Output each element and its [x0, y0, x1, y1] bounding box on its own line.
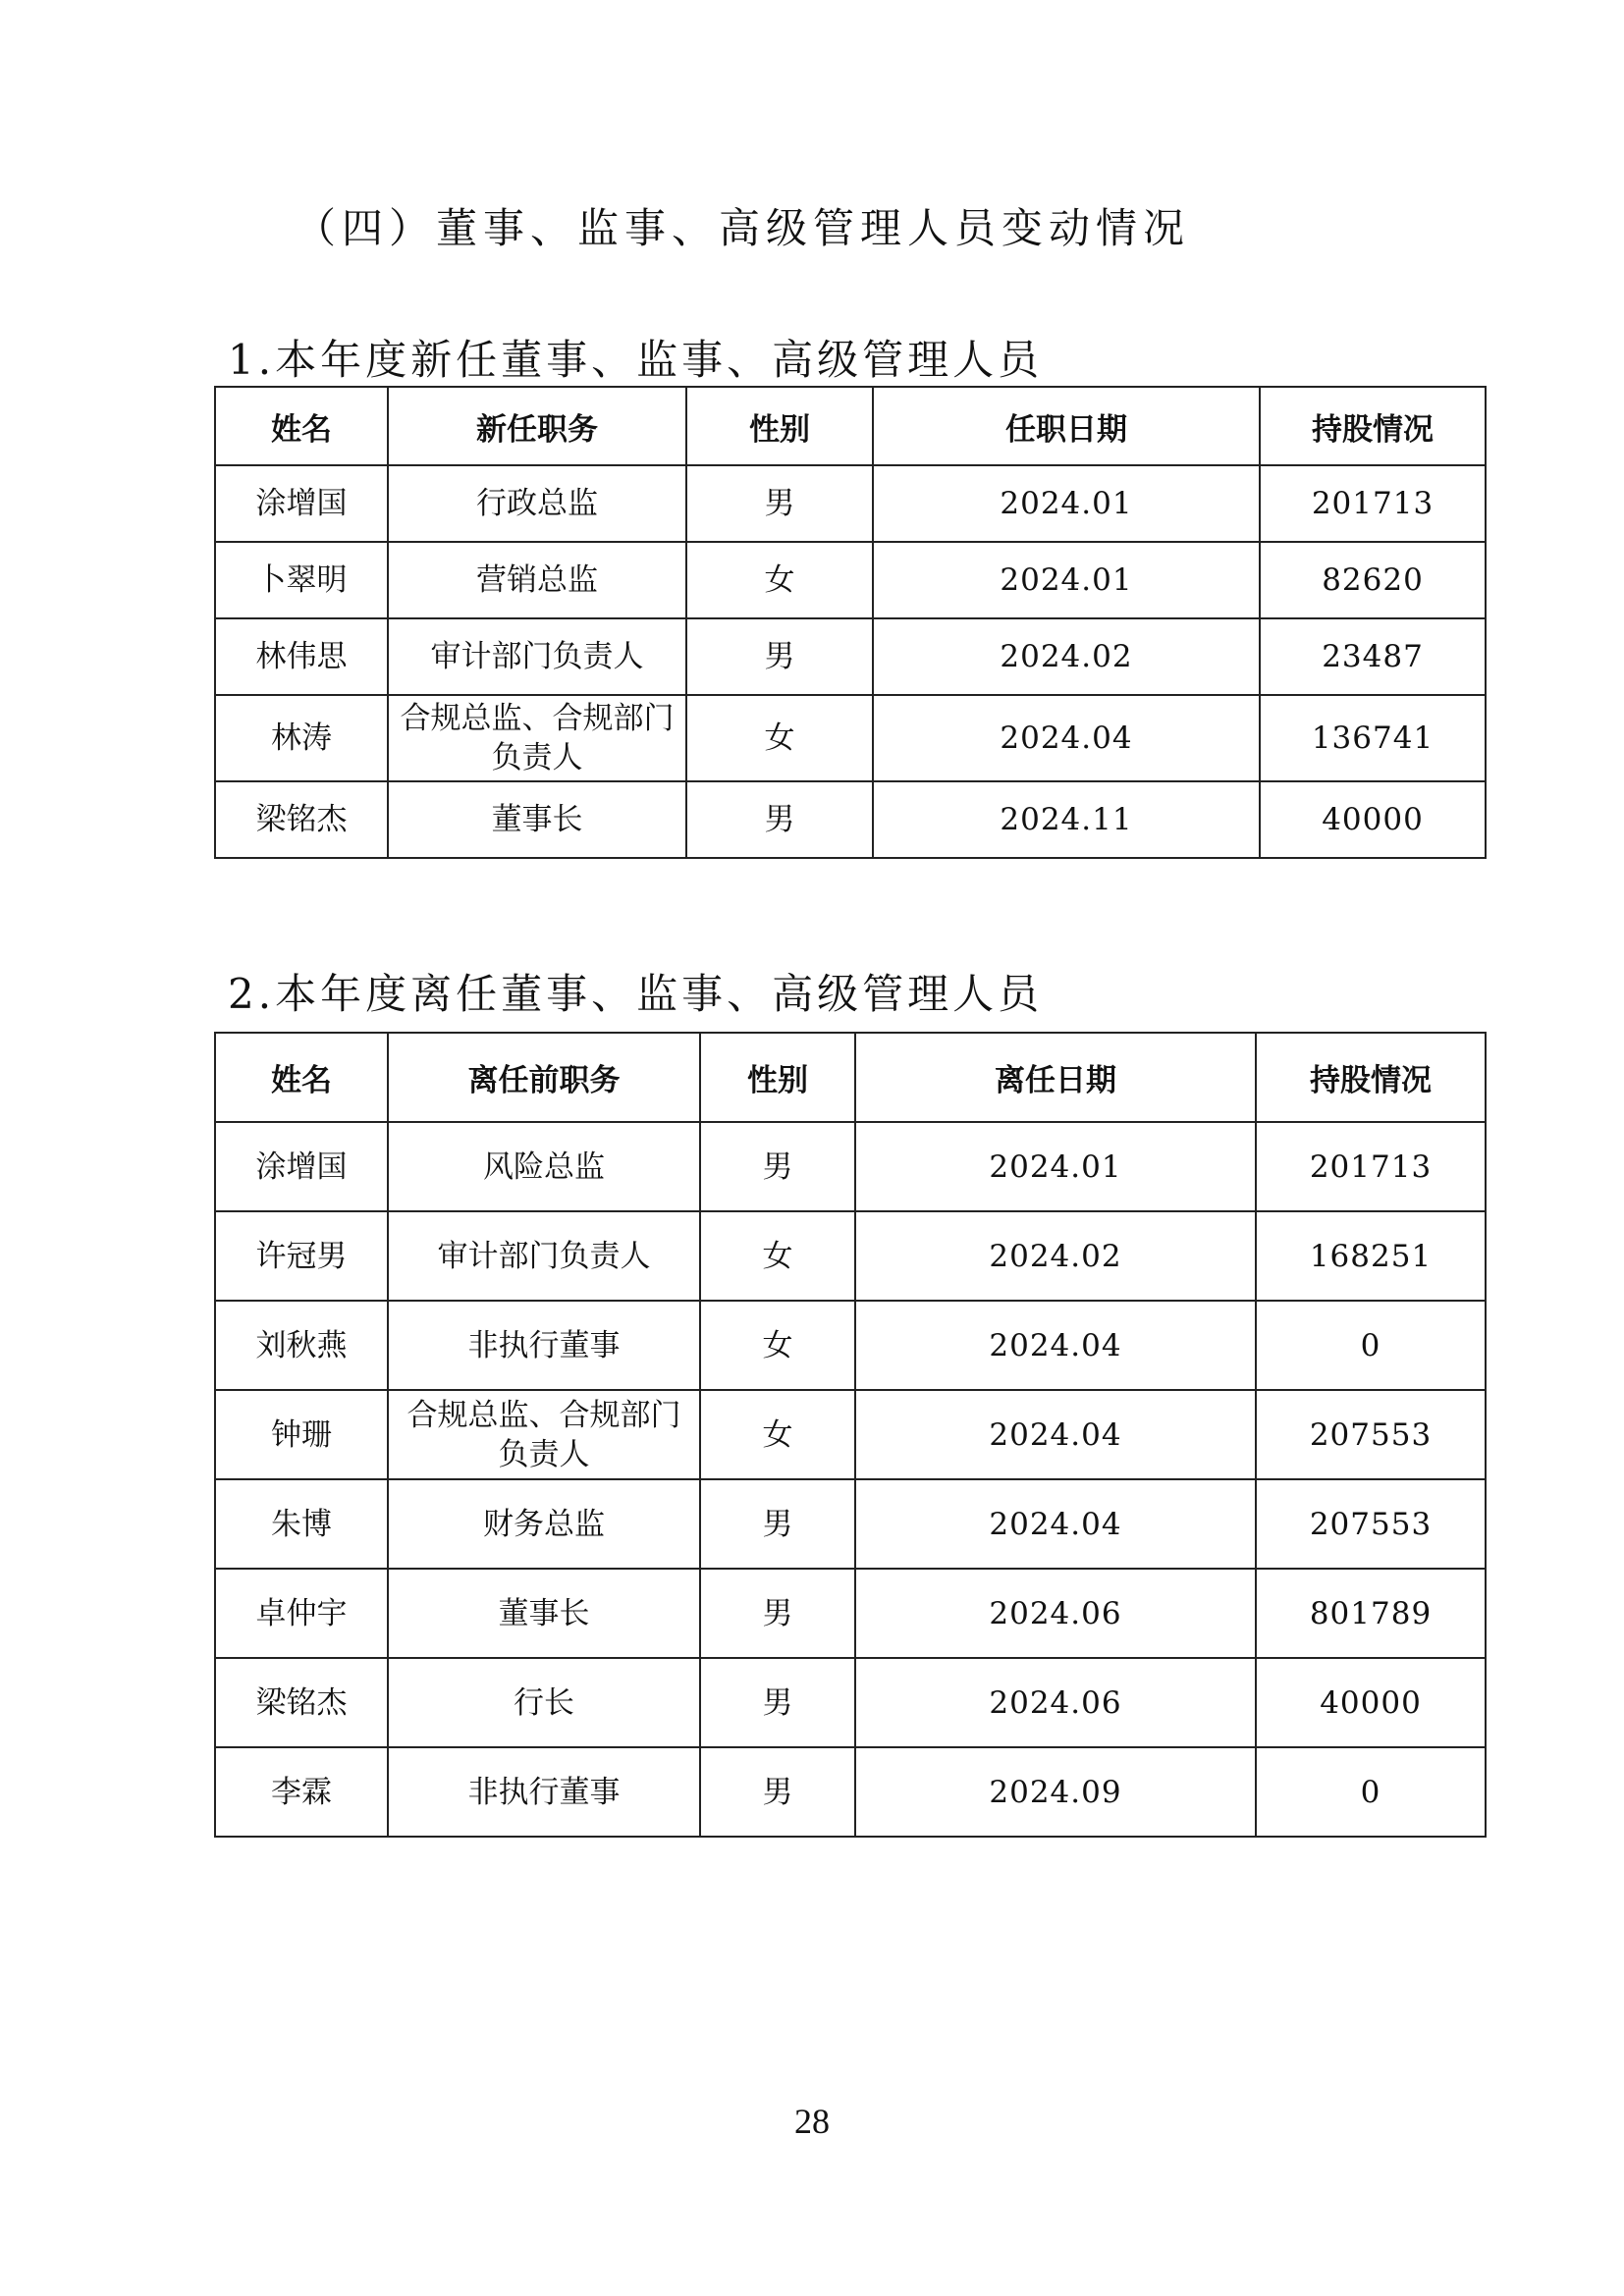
cell-gender: 男 — [686, 618, 873, 695]
cell-name: 涂增国 — [215, 465, 388, 542]
cell-position: 董事长 — [388, 1569, 700, 1658]
cell-position: 行政总监 — [388, 465, 686, 542]
cell-shares: 82620 — [1260, 542, 1486, 618]
cell-position: 审计部门负责人 — [388, 618, 686, 695]
cell-shares: 207553 — [1256, 1479, 1486, 1569]
cell-date: 2024.06 — [855, 1569, 1256, 1658]
cell-shares: 201713 — [1256, 1122, 1486, 1211]
cell-position: 合规总监、合规部门负责人 — [388, 1390, 700, 1479]
table-row — [215, 618, 1486, 695]
cell-date: 2024.04 — [855, 1390, 1256, 1479]
table-header-row — [215, 1033, 1486, 1122]
cell-gender: 女 — [686, 695, 873, 781]
new-appointments-table — [214, 386, 1487, 859]
departures-table — [214, 1032, 1487, 1838]
table-row — [215, 465, 1486, 542]
cell-position: 营销总监 — [388, 542, 686, 618]
cell-shares: 207553 — [1256, 1390, 1486, 1479]
cell-shares: 136741 — [1260, 695, 1486, 781]
header-shareholding: 持股情况 — [1256, 1033, 1486, 1122]
cell-date: 2024.04 — [855, 1301, 1256, 1390]
cell-name: 钟珊 — [215, 1390, 388, 1479]
cell-name: 涂增国 — [215, 1122, 388, 1211]
cell-shares: 201713 — [1260, 465, 1486, 542]
cell-position: 审计部门负责人 — [388, 1211, 700, 1301]
header-departure-date: 离任日期 — [855, 1033, 1256, 1122]
cell-name: 梁铭杰 — [215, 1658, 388, 1747]
cell-shares: 40000 — [1256, 1658, 1486, 1747]
departures-title: 2.本年度离任董事、监事、高级管理人员 — [228, 970, 1044, 1018]
header-new-position: 新任职务 — [388, 387, 686, 465]
cell-position: 行长 — [388, 1658, 700, 1747]
cell-position: 风险总监 — [388, 1122, 700, 1211]
cell-gender: 男 — [700, 1658, 855, 1747]
table-row — [215, 1747, 1486, 1837]
table-row — [215, 1390, 1486, 1479]
cell-name: 林涛 — [215, 695, 388, 781]
new-appointments-title: 1.本年度新任董事、监事、高级管理人员 — [228, 336, 1044, 384]
cell-shares: 0 — [1256, 1301, 1486, 1390]
cell-gender: 男 — [700, 1479, 855, 1569]
cell-gender: 女 — [700, 1211, 855, 1301]
cell-date: 2024.09 — [855, 1747, 1256, 1837]
table-row — [215, 1658, 1486, 1747]
cell-gender: 男 — [700, 1569, 855, 1658]
cell-date: 2024.01 — [873, 465, 1260, 542]
header-gender: 性别 — [700, 1033, 855, 1122]
cell-name: 李霖 — [215, 1747, 388, 1837]
cell-date: 2024.11 — [873, 781, 1260, 858]
cell-name: 卓仲宇 — [215, 1569, 388, 1658]
table-row — [215, 695, 1486, 781]
cell-position: 非执行董事 — [388, 1747, 700, 1837]
cell-name: 卜翠明 — [215, 542, 388, 618]
cell-gender: 女 — [700, 1301, 855, 1390]
cell-date: 2024.01 — [873, 542, 1260, 618]
cell-name: 刘秋燕 — [215, 1301, 388, 1390]
cell-position: 合规总监、合规部门负责人 — [388, 695, 686, 781]
header-former-position: 离任前职务 — [388, 1033, 700, 1122]
table-row — [215, 1211, 1486, 1301]
cell-date: 2024.04 — [855, 1479, 1256, 1569]
cell-shares: 23487 — [1260, 618, 1486, 695]
header-name: 姓名 — [215, 1033, 388, 1122]
table-header-row — [215, 387, 1486, 465]
table-row — [215, 1122, 1486, 1211]
cell-name: 林伟思 — [215, 618, 388, 695]
cell-position: 董事长 — [388, 781, 686, 858]
page-number: 28 — [794, 2102, 830, 2141]
section-title: （四）董事、监事、高级管理人员变动情况 — [295, 204, 1191, 252]
cell-shares: 801789 — [1256, 1569, 1486, 1658]
cell-gender: 男 — [700, 1122, 855, 1211]
cell-name: 许冠男 — [215, 1211, 388, 1301]
cell-gender: 男 — [700, 1747, 855, 1837]
table-row — [215, 1479, 1486, 1569]
cell-name: 梁铭杰 — [215, 781, 388, 858]
table-row — [215, 781, 1486, 858]
cell-date: 2024.02 — [855, 1211, 1256, 1301]
header-name: 姓名 — [215, 387, 388, 465]
header-appointment-date: 任职日期 — [873, 387, 1260, 465]
header-gender: 性别 — [686, 387, 873, 465]
cell-date: 2024.01 — [855, 1122, 1256, 1211]
cell-date: 2024.04 — [873, 695, 1260, 781]
cell-gender: 女 — [700, 1390, 855, 1479]
cell-name: 朱博 — [215, 1479, 388, 1569]
cell-shares: 168251 — [1256, 1211, 1486, 1301]
table-row — [215, 1569, 1486, 1658]
cell-position: 非执行董事 — [388, 1301, 700, 1390]
cell-position: 财务总监 — [388, 1479, 700, 1569]
cell-shares: 0 — [1256, 1747, 1486, 1837]
table-row — [215, 1301, 1486, 1390]
cell-shares: 40000 — [1260, 781, 1486, 858]
cell-date: 2024.02 — [873, 618, 1260, 695]
header-shareholding: 持股情况 — [1260, 387, 1486, 465]
table-row — [215, 542, 1486, 618]
cell-date: 2024.06 — [855, 1658, 1256, 1747]
cell-gender: 男 — [686, 781, 873, 858]
cell-gender: 女 — [686, 542, 873, 618]
cell-gender: 男 — [686, 465, 873, 542]
